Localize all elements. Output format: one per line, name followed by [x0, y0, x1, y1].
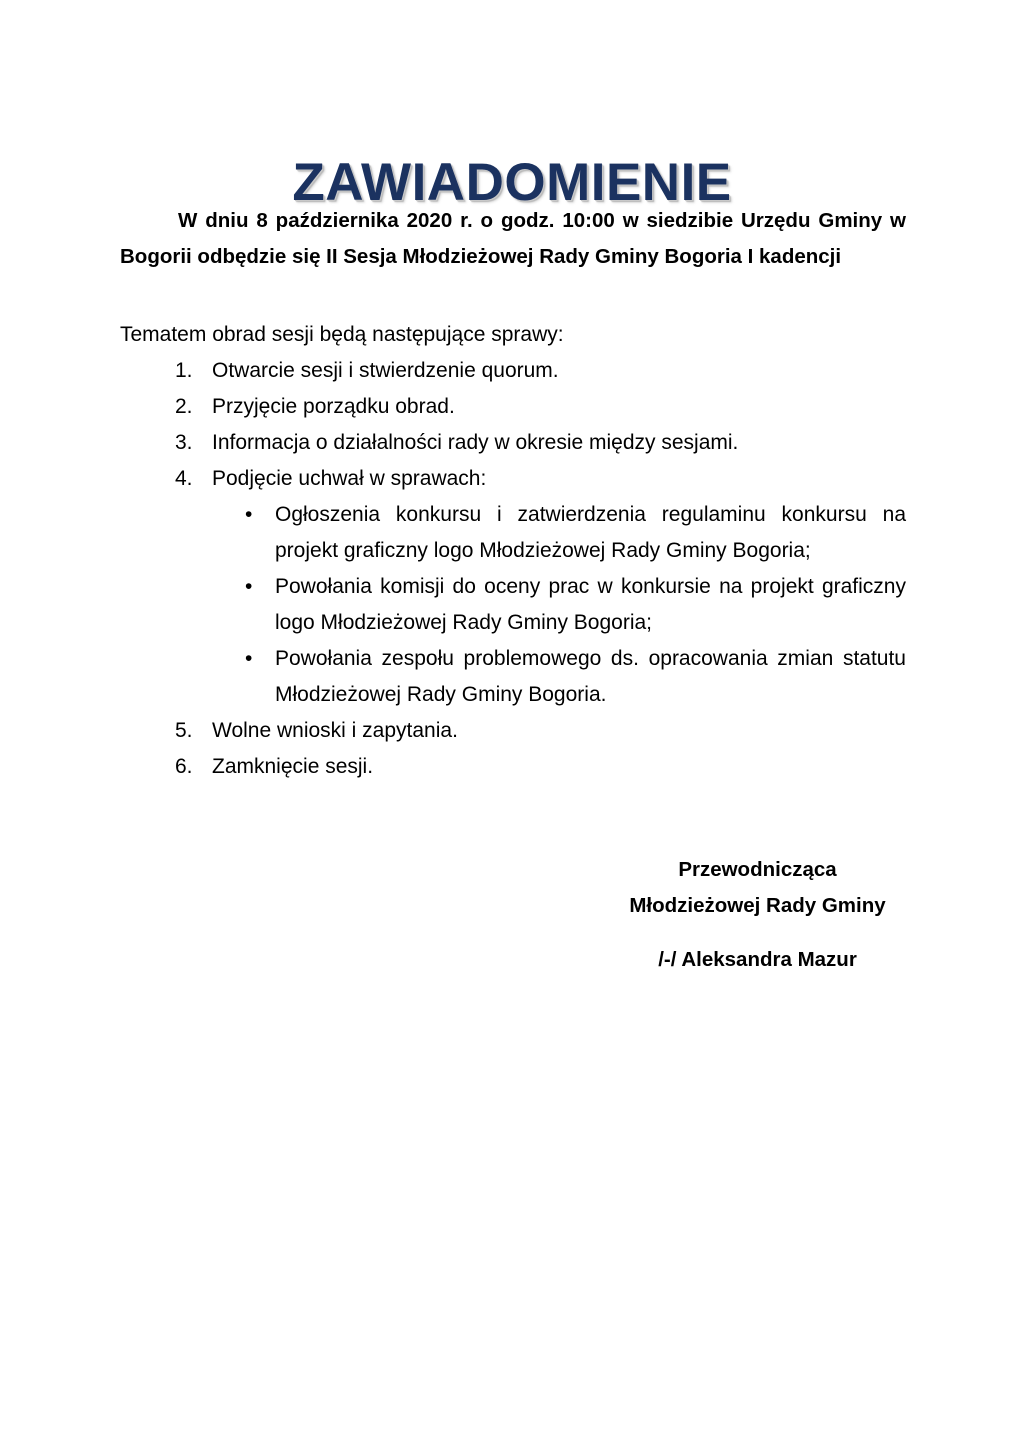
list-item-number: 1.	[175, 359, 193, 382]
list-item	[120, 497, 906, 569]
list-item-label: Ogłoszenia konkursu i zatwierdzenia regulaminu konkursu na projekt graficzny logo Młodzieżowej Rady Gminy Bogoria;	[275, 503, 906, 562]
list-item-number: 5.	[175, 719, 193, 742]
list-item-label: Przyjęcie porządku obrad.	[212, 395, 455, 418]
signature-role-line-2: Młodzieżowej Rady Gminy	[629, 894, 886, 917]
list-item-number: 3.	[175, 431, 193, 454]
intro-paragraph: W dniu 8 października 2020 r. o godz. 10:00 w siedzibie Urzędu Gminy w Bogorii odbędzie się II Sesja Młodzieżowej Rady Gminy Bogoria I kadencji	[120, 209, 906, 268]
list-item-label: Powołania zespołu problemowego ds. opracowania zmian statutu Młodzieżowej Rady Gminy Bogoria.	[275, 647, 906, 706]
agenda-list-part-one	[120, 353, 906, 497]
sub-agenda-list	[120, 497, 906, 713]
page-title: ZAWIADOMIENIE	[292, 152, 732, 212]
list-item	[120, 641, 906, 713]
agenda-list-part-two	[120, 713, 906, 785]
list-item	[120, 749, 906, 785]
agenda-lead-in: Tematem obrad sesji będą następujące sprawy:	[120, 323, 564, 346]
list-item-label: Podjęcie uchwał w sprawach:	[212, 467, 487, 490]
list-item	[120, 461, 906, 497]
signature-spacer	[600, 924, 915, 942]
list-item-label: Otwarcie sesji i stwierdzenie quorum.	[212, 359, 559, 382]
bullet-icon: •	[245, 575, 253, 598]
list-item-number: 4.	[175, 467, 193, 490]
signature-name: /-/ Aleksandra Mazur	[658, 948, 857, 971]
list-item-label: Zamknięcie sesji.	[212, 755, 374, 778]
document-body	[120, 203, 906, 785]
bullet-icon: •	[245, 503, 253, 526]
paragraph-spacer	[120, 275, 906, 317]
list-item-label: Informacja o działalności rady w okresie między sesjami.	[212, 431, 739, 454]
signature-role-line-1: Przewodnicząca	[678, 858, 837, 881]
signature-block	[600, 852, 915, 978]
list-item	[120, 713, 906, 749]
list-item-label: Wolne wnioski i zapytania.	[212, 719, 458, 742]
list-item-number: 6.	[175, 755, 193, 778]
list-item-number: 2.	[175, 395, 193, 418]
list-item	[120, 389, 906, 425]
list-item	[120, 425, 906, 461]
list-item	[120, 569, 906, 641]
bullet-icon: •	[245, 647, 253, 670]
list-item	[120, 353, 906, 389]
list-item-label: Powołania komisji do oceny prac w konkursie na projekt graficzny logo Młodzieżowej Rady Gminy Bogoria;	[275, 575, 906, 634]
